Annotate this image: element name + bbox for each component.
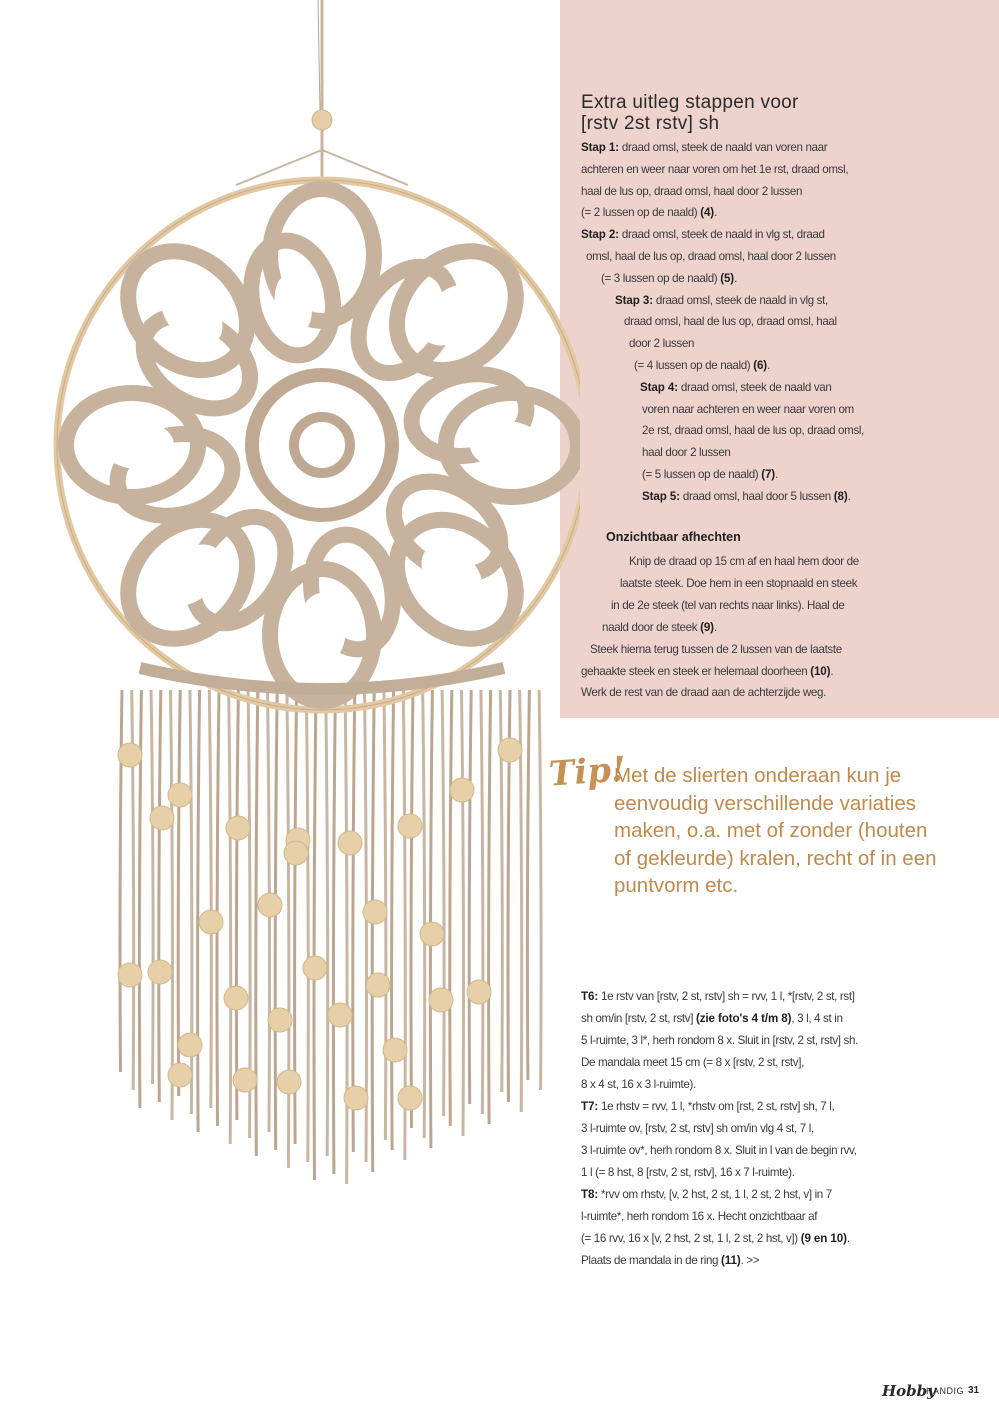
tip-line: eenvoudig verschillende variaties: [614, 791, 916, 815]
finish-line: gehaakte steek en steek er helemaal doorheen (10).: [581, 664, 834, 678]
step-line: 2e rst, draad omsl, haal de lus op, draad omsl,: [642, 424, 864, 438]
finish-line: Knip de draad op 15 cm af en haal hem door de: [629, 555, 859, 568]
round-line: 8 x 4 st, 16 x 3 l-ruimte).: [581, 1078, 696, 1091]
finish-line: laatste steek. Doe hem in een stopnaald en steek: [620, 576, 858, 590]
finish-line: Steek hierna terug tussen de 2 lussen van de laatste: [590, 642, 842, 656]
step-line: (= 4 lussen op de naald) (6).: [634, 359, 770, 372]
tip-label: Tip!: [547, 749, 628, 795]
finish-line: in de 2e steek (tel van rechts naar links). Haal de: [611, 598, 845, 612]
magazine-logo: Hobby: [882, 1382, 936, 1400]
step-line: (= 5 lussen op de naald) (7).: [642, 468, 778, 481]
step-line: Stap 4: draad omsl, steek de naald van: [640, 380, 832, 394]
step-line: achteren en weer naar voren om het 1e rst, draad omsl,: [581, 162, 849, 176]
step-line: haal de lus op, draad omsl, haal door 2 lussen: [581, 184, 803, 198]
section-subhead: Onzichtbaar afhechten: [606, 530, 741, 544]
round-line: 3 l-ruimte ov*, herh rondom 8 x. Sluit in l van de begin rvv,: [581, 1144, 857, 1157]
step-line: (= 2 lussen op de naald) (4).: [581, 206, 717, 220]
tip-line: puntvorm etc.: [614, 874, 739, 897]
round-line: T8: *rvv om rhstv, [v, 2 hst, 2 st, 1 l, 2 st, 2 hst, v] in 7: [581, 1188, 832, 1201]
round-line: 3 l-ruimte ov, [rstv, 2 st, rstv] sh om/in vlg 4 st, 7 l,: [581, 1122, 814, 1135]
step-line: haal door 2 lussen: [642, 446, 731, 460]
round-line: sh om/in [rstv, 2 st, rstv] (zie foto's 4 t/m 8), 3 l, 4 st in: [581, 1012, 843, 1025]
round-line: l-ruimte*, herh rondom 16 x. Hecht onzichtbaar af: [581, 1210, 818, 1223]
finish-line: naald door de steek (9).: [602, 620, 717, 634]
round-line: (= 16 rvv, 16 x [v, 2 hst, 2 st, 1 l, 2 st, 2 hst, v]) (9 en 10).: [581, 1232, 850, 1245]
step-line: (= 3 lussen op de naald) (5).: [601, 271, 737, 285]
sidebar-title: Extra uitleg stappen voor [rstv 2st rstv] sh: [581, 92, 799, 134]
step-line: Stap 5: draad omsl, haal door 5 lussen (8).: [642, 489, 851, 503]
round-line: T7: 1e rhstv = rvv, 1 l, *rhstv om [rst, 2 st, rstv] sh, 7 l,: [581, 1100, 835, 1113]
round-line: De mandala meet 15 cm (= 8 x [rstv, 2 st, rstv],: [581, 1056, 804, 1069]
round-line: Plaats de mandala in de ring (11). >>: [581, 1254, 760, 1267]
tip-line: Met de slierten onderaan kun je: [614, 764, 902, 787]
round-line: T6: 1e rstv van [rstv, 2 st, rstv] sh = rvv, 1 l, *[rstv, 2 st, rst]: [581, 990, 855, 1003]
macrame-mandala-dreamcatcher-icon: [40, 0, 580, 1220]
tip-line: maken, o.a. met of zonder (houten: [614, 819, 928, 842]
step-line: voren naar achteren en weer naar voren om: [642, 402, 854, 416]
step-line: omsl, haal de lus op, draad omsl, haal door 2 lussen: [586, 250, 836, 263]
tip-line: of gekleurde) kralen, recht of in een: [614, 846, 937, 870]
step-line: draad omsl, haal de lus op, draad omsl, haal: [624, 315, 837, 329]
step-line: Stap 3: draad omsl, steek de naald in vlg st,: [615, 293, 828, 307]
round-line: 5 l-ruimte, 3 l*, herh rondom 8 x. Sluit in [rstv, 2 st, rstv] sh.: [581, 1034, 858, 1047]
finish-line: Werk de rest van de draad aan de achterzijde weg.: [581, 686, 826, 700]
step-line: door 2 lussen: [629, 337, 695, 351]
page-number: 31: [968, 1385, 980, 1396]
step-line: Stap 1: draad omsl, steek de naald van voren naar: [581, 141, 828, 154]
round-line: 1 l (= 8 hst, 8 [rstv, 2 st, rstv], 16 x 7 l-ruimte).: [581, 1166, 795, 1179]
magazine-logo-sub: HANDIG: [926, 1386, 965, 1396]
step-line: Stap 2: draad omsl, steek de naald in vlg st, draad: [581, 228, 825, 242]
